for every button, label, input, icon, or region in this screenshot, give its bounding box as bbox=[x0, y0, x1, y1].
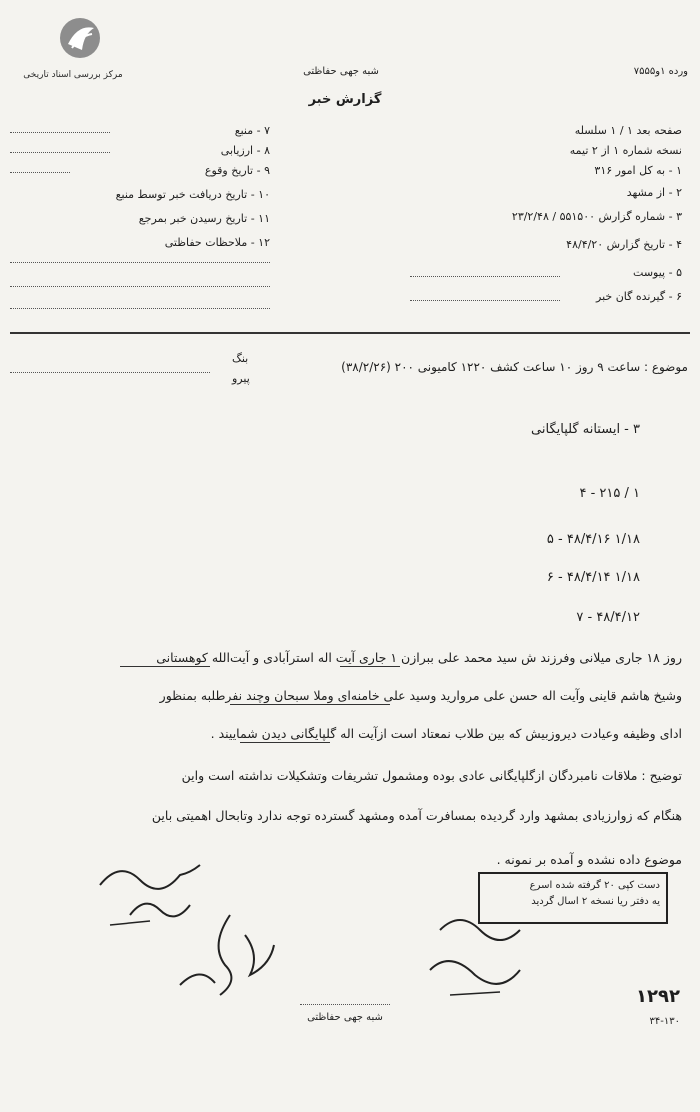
field-attachment: ۵ - پیوست bbox=[633, 266, 682, 279]
dotted-line bbox=[10, 172, 70, 173]
ref-item: ۴ - ۲۱۵ / ۱ bbox=[579, 486, 640, 501]
subject-text: ساعت ۹ روز ۱۰ ساعت کشف ۱۲۲۰ کامیونی ۲۰۰ (۳۸/۲/۲۶) bbox=[341, 360, 641, 374]
watermark-text: مرکز بررسی اسناد تاریخی bbox=[23, 70, 123, 80]
dotted-line bbox=[10, 372, 210, 373]
body-line: توضیح : ملاقات نامبردگان ازگلپایگانی عادی بوده ومشمول تشریفات وتشکیلات نداشته است واین bbox=[181, 768, 682, 783]
dotted-line bbox=[10, 152, 110, 153]
handwritten-signature bbox=[170, 905, 280, 1005]
field-evaluation: ۸ - ارزیابی bbox=[220, 144, 270, 157]
dotted-line bbox=[10, 132, 110, 133]
separator-line bbox=[10, 332, 690, 334]
stamp-line-1: دست کپی ۲۰ گرفته شده اسرع bbox=[529, 880, 660, 891]
body-line: وشیخ هاشم قاینی وآیت اله حسن علی مروارید وسید علی خامنه‌ای وملا سبحان وچند نفرطلبه بمنظور bbox=[159, 688, 682, 703]
body-line: هنگام که زوارزیادی بمشهد وارد گردیده بمسافرت آمده ومشهد گسترده توجه ندارد وتابحال اهمیتی باین bbox=[151, 808, 682, 823]
field-source: ۷ - منبع bbox=[234, 124, 270, 137]
dotted-line bbox=[410, 276, 560, 277]
field-event-date: ۹ - تاریخ وقوع bbox=[204, 164, 270, 177]
dotted-line bbox=[10, 286, 270, 287]
subject-mark-2: پیرو bbox=[232, 372, 250, 385]
body-line: موضوع داده نشده و آمده بر نمونه . bbox=[496, 852, 682, 867]
field-copy-number: نسخه شماره ۱ از ۲ تیمه bbox=[569, 144, 682, 157]
field-from: ۲ - از مشهد bbox=[626, 186, 682, 199]
handwritten-signature bbox=[420, 900, 530, 1010]
body-line: روز ۱۸ جاری میلانی وفرزند ش سید محمد علی ببرازن ۱ جاری آیت اله استرآبادی و آیت‌الله کوهستانی bbox=[156, 650, 682, 665]
field-report-date: ۴ - تاریخ گزارش ۴۸/۴/۲۰ bbox=[566, 238, 682, 251]
stamp-line-2: یه دفتر ریا نسخه ۲ اسال گردید bbox=[531, 896, 660, 907]
copy-label: ورده ۱و۷۵۵۵ bbox=[633, 66, 688, 77]
underline-mark bbox=[120, 666, 210, 667]
handwritten-number: ۱۲۹۲ bbox=[636, 986, 680, 1007]
underline-mark bbox=[240, 742, 330, 743]
subject-line: موضوع : ساعت ۹ روز ۱۰ ساعت کشف ۱۲۲۰ کامیونی ۲۰۰ (۳۸/۲/۲۶) bbox=[341, 360, 688, 374]
archive-code: ۳۴-۱۳۰ bbox=[649, 1016, 680, 1027]
subject-mark-1: بنگ bbox=[232, 352, 249, 365]
body-line: ادای وظیفه وعیادت دیروزبیش که بین طلاب نمعتاد است ازآیت اله گلپایگانی دیدن شماییند . bbox=[210, 726, 682, 741]
footer-org: شبه جهی حفاظتی bbox=[307, 1012, 383, 1023]
field-arrival-date: ۱۱ - تاریخ رسیدن خبر بمرجع bbox=[138, 212, 270, 225]
ref-item: ۶ - ۴۸/۴/۱۴ ۱/۱۸ bbox=[546, 570, 640, 585]
underline-mark bbox=[230, 704, 390, 705]
underline-mark bbox=[340, 666, 400, 667]
field-security-notes: ۱۲ - ملاحظات حفاظتی bbox=[164, 236, 270, 249]
ref-item: ۳ - ایستانه گلپایگانی bbox=[531, 422, 640, 437]
subject-label: موضوع bbox=[651, 360, 688, 374]
ref-item: ۵ - ۴۸/۴/۱۶ ۱/۱۸ bbox=[546, 532, 640, 547]
archive-emblem-icon bbox=[52, 14, 108, 64]
dotted-line bbox=[300, 1004, 390, 1005]
dotted-line bbox=[410, 300, 560, 301]
archive-logo bbox=[14, 14, 132, 84]
field-received-date: ۱۰ - تاریخ دریافت خبر توسط منبع bbox=[115, 188, 270, 201]
dotted-line bbox=[10, 262, 270, 263]
field-page: صفحه بعد ۱ / ۱ سلسله bbox=[574, 124, 682, 137]
field-report-number: ۳ - شماره گزارش ۵۵۱۵۰۰ / ۲۳/۲/۴۸ bbox=[511, 210, 682, 223]
dotted-line bbox=[10, 308, 270, 309]
document-type: گزارش خبر bbox=[308, 92, 382, 107]
field-recipients: ۶ - گیرنده گان خبر bbox=[596, 290, 682, 303]
org-name: شبه جهی حفاظتی bbox=[303, 66, 379, 77]
ref-item: ۷ - ۴۸/۴/۱۲ bbox=[576, 610, 640, 625]
field-to: ۱ - به کل امور ۳۱۶ bbox=[594, 164, 682, 177]
